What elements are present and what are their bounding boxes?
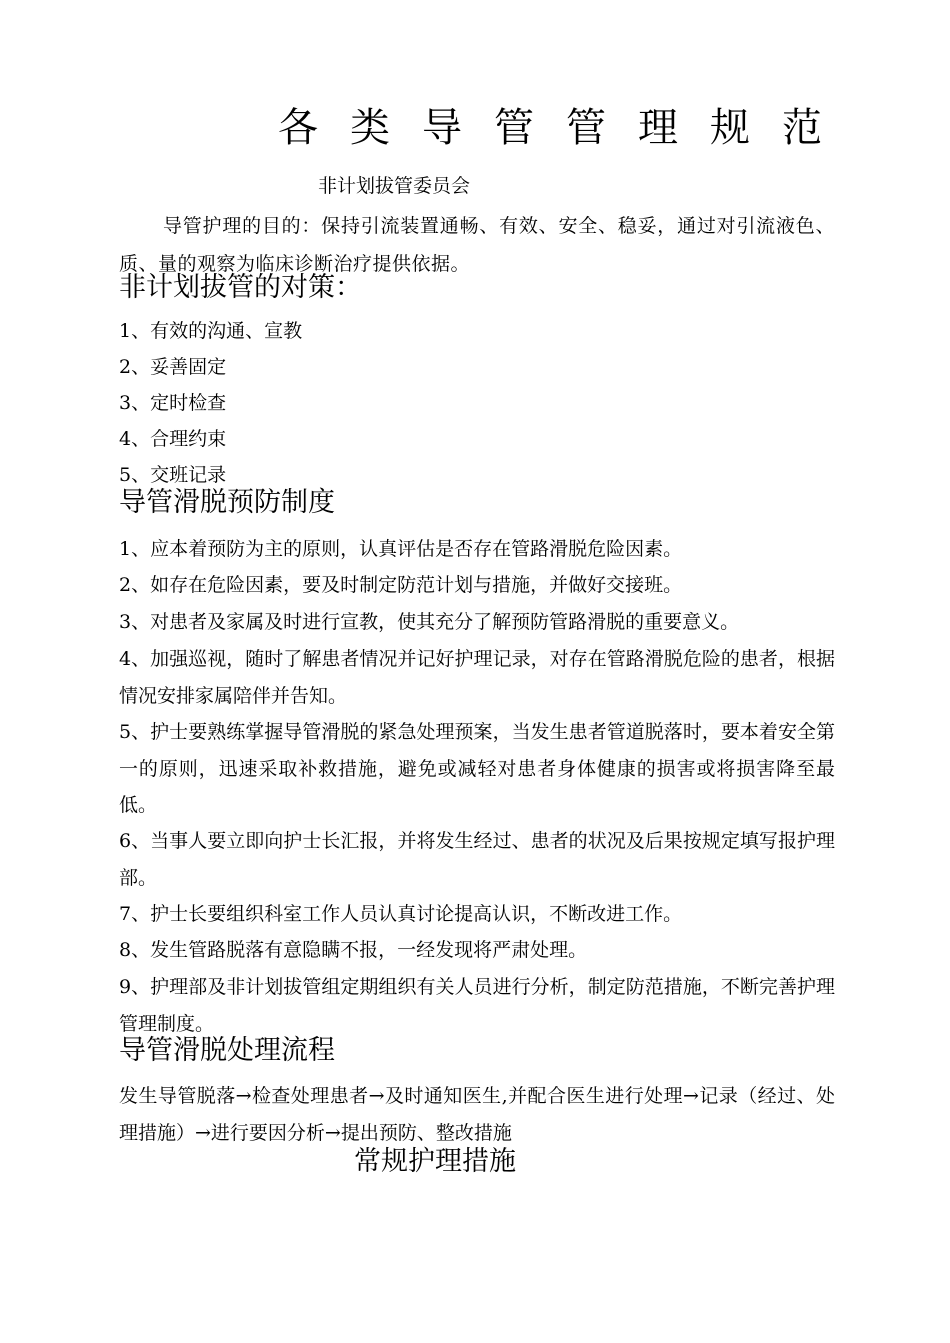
prevention-item: 4、加强巡视，随时了解患者情况并记好护理记录，对存在管路滑脱危险的患者，根据情况安排家属陪伴并告知。 [119, 648, 835, 707]
prevention-item: 5、护士要熟练掌握导管滑脱的紧急处理预案，当发生患者管道脱落时，要本着安全第一的原则，迅速采取补救措施，避免或减轻对患者身体健康的损害或将损害降至最低。 [119, 721, 835, 816]
prevention-heading: 导管滑脱预防制度 [119, 487, 335, 518]
process-flow-text: 发生导管脱落→检查处理患者→及时通知医生,并配合医生进行处理→记录（经过、处理措施）→进行要因分析→提出预防、整改措施 [119, 1085, 835, 1144]
prevention-item: 2、如存在危险因素，要及时制定防范计划与措施，并做好交接班。 [119, 574, 683, 596]
prevention-item: 6、当事人要立即向护士长汇报，并将发生经过、患者的状况及后果按规定填写报护理部。 [119, 830, 835, 889]
intro-paragraph: 导管护理的目的：保持引流装置通畅、有效、安全、稳妥，通过对引流液色、质、量的观察为临床诊断治疗提供依据。 [119, 215, 835, 275]
routine-care-heading: 常规护理措施 [354, 1146, 516, 1177]
prevention-item: 9、护理部及非计划拔管组定期组织有关人员进行分析，制定防范措施，不断完善护理管理制度。 [119, 976, 835, 1035]
prevention-item: 7、护士长要组织科室工作人员认真讨论提高认识，不断改进工作。 [119, 903, 683, 925]
countermeasure-item: 4、合理约束 [119, 428, 227, 450]
countermeasure-item: 3、定时检查 [119, 392, 227, 414]
organization-name: 非计划拔管委员会 [318, 175, 471, 197]
countermeasures-heading: 非计划拔管的对策： [119, 272, 362, 303]
countermeasure-item: 2、妥善固定 [119, 356, 227, 378]
prevention-item: 3、对患者及家属及时进行宣教，使其充分了解预防管路滑脱的重要意义。 [119, 611, 740, 633]
prevention-item: 1、应本着预防为主的原则，认真评估是否存在管路滑脱危险因素。 [119, 538, 683, 560]
document-title: 各类导管管理规范 [278, 105, 854, 151]
process-heading: 导管滑脱处理流程 [119, 1035, 335, 1066]
countermeasure-item: 5、交班记录 [119, 464, 227, 486]
countermeasure-item: 1、有效的沟通、宣教 [119, 320, 303, 342]
prevention-item: 8、发生管路脱落有意隐瞒不报，一经发现将严肃处理。 [119, 939, 588, 961]
